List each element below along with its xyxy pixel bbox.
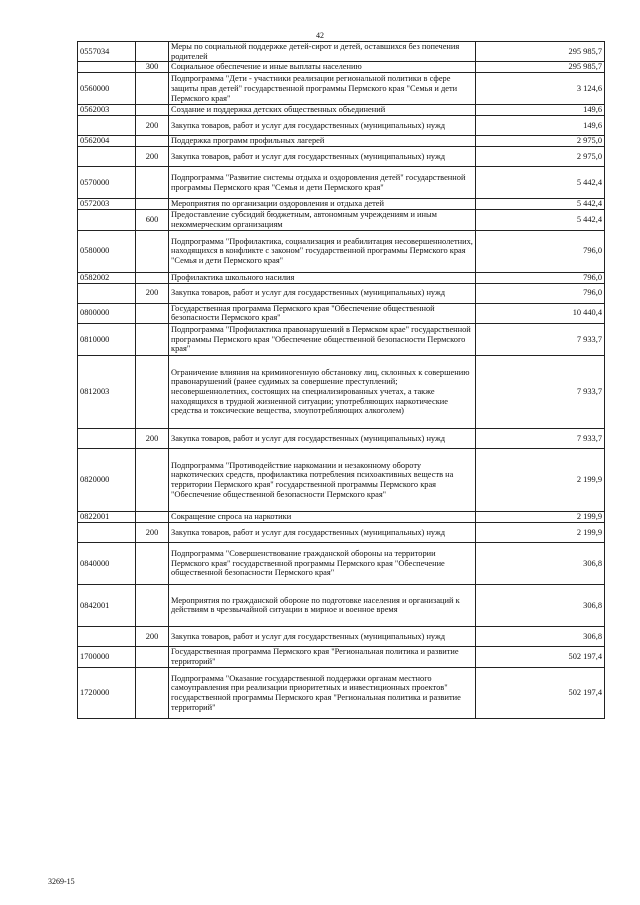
table-row	[78, 355, 605, 428]
row-code: 0810000	[78, 323, 136, 355]
row-amount: 306,8	[476, 542, 605, 584]
row-description: Поддержка программ профильных лагерей	[169, 136, 476, 147]
row-expense-kind: 200	[136, 626, 169, 646]
row-description: Подпрограмма "Оказание государственной поддержки органам местного самоуправления при реализации приоритетных и инвестиционных проектов" государственной программы Пермского края "Региональная политика и развитие территорий"	[169, 667, 476, 718]
row-code	[78, 428, 136, 448]
row-amount: 2 975,0	[476, 136, 605, 147]
table-row	[78, 210, 605, 230]
row-code: 0580000	[78, 230, 136, 272]
table-row	[78, 542, 605, 584]
row-amount: 796,0	[476, 283, 605, 303]
row-description: Ограничение влияния на криминогенную обстановку лиц, склонных к совершению правонарушений (ранее судимых за совершение преступлений; несовершеннолетних, состоящих на специализированных учетах, а также находящихся в трудной жизненной ситуации; употребляющих наркотические средства и токсические вещества, злоупотребляющих алкоголем)	[169, 355, 476, 428]
row-description: Социальное обеспечение и иные выплаты населению	[169, 62, 476, 73]
row-amount: 295 985,7	[476, 42, 605, 62]
row-code: 0562003	[78, 105, 136, 116]
row-amount: 149,6	[476, 105, 605, 116]
table-row	[78, 511, 605, 522]
row-expense-kind	[136, 303, 169, 323]
row-amount: 7 933,7	[476, 355, 605, 428]
page-number: 42	[316, 31, 324, 40]
row-description: Закупка товаров, работ и услуг для государственных (муниципальных) нужд	[169, 116, 476, 136]
row-description: Подпрограмма "Совершенствование гражданской обороны на территории Пермского края" государственной программы Пермского края "Обеспечение общественной безопасности Пермского края"	[169, 542, 476, 584]
row-code	[78, 62, 136, 73]
row-amount: 502 197,4	[476, 667, 605, 718]
row-code: 0840000	[78, 542, 136, 584]
row-amount: 10 440,4	[476, 303, 605, 323]
row-code: 0842001	[78, 584, 136, 626]
row-code	[78, 147, 136, 167]
table-row	[78, 167, 605, 199]
row-expense-kind	[136, 667, 169, 718]
row-amount: 502 197,4	[476, 646, 605, 667]
row-code: 1720000	[78, 667, 136, 718]
row-code	[78, 626, 136, 646]
row-code: 0570000	[78, 167, 136, 199]
table-row	[78, 199, 605, 210]
row-description: Закупка товаров, работ и услуг для государственных (муниципальных) нужд	[169, 147, 476, 167]
table-row	[78, 303, 605, 323]
row-description: Закупка товаров, работ и услуг для государственных (муниципальных) нужд	[169, 522, 476, 542]
row-expense-kind: 200	[136, 522, 169, 542]
row-code	[78, 522, 136, 542]
table-row	[78, 73, 605, 105]
table-row	[78, 522, 605, 542]
row-code: 0820000	[78, 448, 136, 511]
row-description: Профилактика школьного насилия	[169, 272, 476, 283]
row-code: 0822001	[78, 511, 136, 522]
row-expense-kind	[136, 355, 169, 428]
row-amount: 5 442,4	[476, 167, 605, 199]
row-expense-kind	[136, 199, 169, 210]
row-expense-kind	[136, 73, 169, 105]
row-expense-kind: 200	[136, 116, 169, 136]
row-expense-kind	[136, 42, 169, 62]
table-row	[78, 136, 605, 147]
row-description: Подпрограмма "Профилактика правонарушений в Пермском крае" государственной программы Пермского края "Обеспечение общественной безопасности Пермского края"	[169, 323, 476, 355]
row-amount: 2 199,9	[476, 511, 605, 522]
table-row	[78, 116, 605, 136]
table-row	[78, 105, 605, 116]
row-description: Мероприятия по организации оздоровления и отдыха детей	[169, 199, 476, 210]
table-row	[78, 42, 605, 62]
row-expense-kind	[136, 542, 169, 584]
row-description: Предоставление субсидий бюджетным, автономным учреждениям и иным некоммерческим организациям	[169, 210, 476, 230]
row-expense-kind	[136, 230, 169, 272]
row-description: Закупка товаров, работ и услуг для государственных (муниципальных) нужд	[169, 283, 476, 303]
row-amount: 796,0	[476, 272, 605, 283]
table-row	[78, 626, 605, 646]
row-expense-kind: 300	[136, 62, 169, 73]
row-description: Подпрограмма "Противодействие наркомании и незаконному обороту наркотических средств, профилактика потребления психоактивных веществ на территории Пермского края" государственной программы Пермского края "Обеспечение общественной безопасности Пермского края"	[169, 448, 476, 511]
row-description: Подпрограмма "Дети - участники реализации региональной политики в сфере защиты прав детей" государственной программы Пермского края "Семья и дети Пермского края"	[169, 73, 476, 105]
row-description: Сокращение спроса на наркотики	[169, 511, 476, 522]
table-row	[78, 428, 605, 448]
table-row	[78, 62, 605, 73]
row-expense-kind: 200	[136, 147, 169, 167]
row-description: Закупка товаров, работ и услуг для государственных (муниципальных) нужд	[169, 626, 476, 646]
row-code: 0557034	[78, 42, 136, 62]
table-row	[78, 584, 605, 626]
table-row	[78, 323, 605, 355]
table-row	[78, 448, 605, 511]
row-expense-kind: 200	[136, 428, 169, 448]
row-code	[78, 283, 136, 303]
row-description: Подпрограмма "Профилактика, социализация и реабилитация несовершеннолетних, находящихся в конфликте с законом" государственной программы Пермского края "Семья и дети Пермского края"	[169, 230, 476, 272]
row-amount: 2 199,9	[476, 522, 605, 542]
row-code: 0562004	[78, 136, 136, 147]
row-code: 0582002	[78, 272, 136, 283]
row-description: Подпрограмма "Развитие системы отдыха и оздоровления детей" государственной программы Пермского края "Семья и дети Пермского края"	[169, 167, 476, 199]
row-description: Мероприятия по гражданской обороне по подготовке населения и организаций к действиям в чрезвычайной ситуации в мирное и военное время	[169, 584, 476, 626]
row-expense-kind: 200	[136, 283, 169, 303]
row-description: Закупка товаров, работ и услуг для государственных (муниципальных) нужд	[169, 428, 476, 448]
table-row	[78, 283, 605, 303]
table-row	[78, 272, 605, 283]
row-expense-kind	[136, 511, 169, 522]
row-expense-kind	[136, 136, 169, 147]
table-row	[78, 230, 605, 272]
row-code	[78, 210, 136, 230]
budget-table	[77, 41, 605, 719]
row-expense-kind	[136, 646, 169, 667]
row-expense-kind	[136, 272, 169, 283]
row-code: 1700000	[78, 646, 136, 667]
row-code	[78, 116, 136, 136]
row-code: 0812003	[78, 355, 136, 428]
row-code: 0572003	[78, 199, 136, 210]
row-amount: 7 933,7	[476, 323, 605, 355]
row-amount: 2 199,9	[476, 448, 605, 511]
row-amount: 5 442,4	[476, 199, 605, 210]
row-description: Государственная программа Пермского края "Региональная политика и развитие территорий"	[169, 646, 476, 667]
row-amount: 295 985,7	[476, 62, 605, 73]
row-amount: 306,8	[476, 626, 605, 646]
row-expense-kind	[136, 584, 169, 626]
row-expense-kind	[136, 105, 169, 116]
row-code: 0800000	[78, 303, 136, 323]
row-amount: 5 442,4	[476, 210, 605, 230]
row-expense-kind	[136, 323, 169, 355]
row-amount: 149,6	[476, 116, 605, 136]
row-amount: 306,8	[476, 584, 605, 626]
row-description: Меры по социальной поддержке детей-сирот и детей, оставшихся без попечения родителей	[169, 42, 476, 62]
table-row	[78, 147, 605, 167]
row-expense-kind	[136, 167, 169, 199]
row-amount: 796,0	[476, 230, 605, 272]
footer-document-code: 3269-15	[48, 877, 75, 886]
row-description: Государственная программа Пермского края "Обеспечение общественной безопасности Пермского края"	[169, 303, 476, 323]
row-amount: 7 933,7	[476, 428, 605, 448]
table-row	[78, 646, 605, 667]
row-code: 0560000	[78, 73, 136, 105]
row-description: Создание и поддержка детских общественных объединений	[169, 105, 476, 116]
row-expense-kind: 600	[136, 210, 169, 230]
row-amount: 2 975,0	[476, 147, 605, 167]
row-expense-kind	[136, 448, 169, 511]
table-row	[78, 667, 605, 718]
row-amount: 3 124,6	[476, 73, 605, 105]
